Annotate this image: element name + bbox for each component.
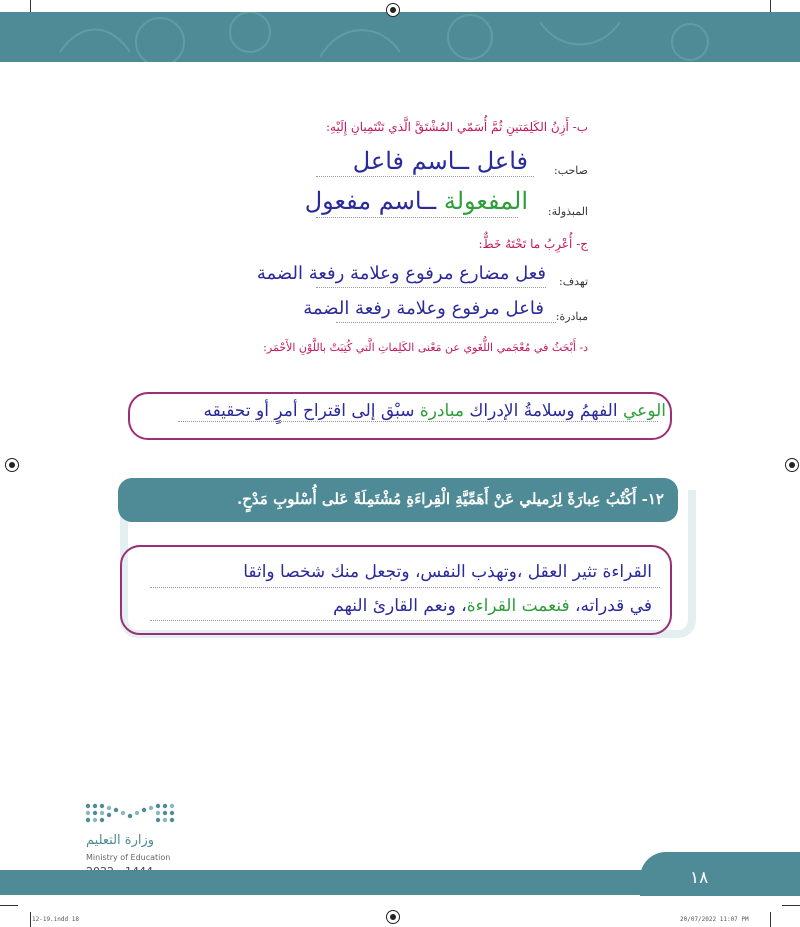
answer-line bbox=[150, 587, 660, 588]
exercise-12-title: ١٢- أَكْتُبُ عِبارَةً لِزَميلي عَنْ أَهَمِّيَّةِ الْقِراءَةِ مُشْتَمِلَةً عَلى أُسْلوبِ مَدْحٍ. bbox=[237, 490, 664, 508]
crop-mark bbox=[770, 912, 771, 927]
ministry-name-arabic: وزارة التعليم bbox=[86, 833, 155, 848]
answer-mubadara: فاعل مرفوع وعلامة رفعة الضمة bbox=[303, 298, 544, 319]
answer-line bbox=[336, 322, 556, 323]
label-mubadara: مبادرة: bbox=[555, 310, 588, 323]
ministry-name-english: Ministry of Education bbox=[86, 853, 171, 862]
answer-mabthoola-rest: ــاسم مفعول bbox=[304, 187, 444, 215]
exercise-12-line-2 bbox=[333, 596, 652, 616]
vocabulary-answer bbox=[203, 401, 666, 421]
exercise-12-answer-box bbox=[120, 545, 672, 635]
section-b-heading: ب- أَزِنُ الكَلِمَتينِ ثُمَّ أُسَمّي المُشْتَقَّ الَّذي تَنْتَمِيانِ إِلَيْهِ: bbox=[325, 120, 588, 134]
crop-mark bbox=[770, 0, 771, 12]
ministry-logo-icon bbox=[78, 798, 188, 828]
label-tahdef: تهدف: bbox=[558, 275, 588, 288]
registration-mark bbox=[386, 3, 400, 17]
exercise-12-madh-phrase: فنعمت القراءة bbox=[466, 596, 570, 616]
answer-line bbox=[150, 620, 660, 621]
slug-file-info: 12-19.indd 18 bbox=[32, 916, 79, 923]
slug-date-info: 20/07/2022 11:07 PM bbox=[680, 916, 749, 923]
exercise-12-line-2-end: ، ونعم القارئ النهم bbox=[333, 596, 467, 616]
exercise-12-line-1: القراءة تثير العقل ،وتهذب النفس، وتجعل منك شخصا واثقا bbox=[243, 562, 652, 582]
crop-mark bbox=[782, 905, 800, 906]
crop-mark bbox=[30, 0, 31, 12]
answer-line bbox=[178, 421, 658, 422]
label-saheb: صاحب: bbox=[554, 164, 588, 177]
answer-saheb: فاعل ــاسم فاعل bbox=[352, 147, 528, 175]
crop-mark bbox=[0, 905, 18, 906]
answer-mabthoola-green: المفعولة bbox=[443, 187, 528, 215]
registration-mark bbox=[386, 910, 400, 924]
answer-line bbox=[316, 287, 546, 288]
banner-calligraphy-pattern bbox=[0, 12, 800, 62]
answer-line bbox=[316, 176, 534, 177]
label-mabthoola: المبذولة: bbox=[547, 205, 588, 218]
exercise-12-line-2-start: في قدراته، bbox=[569, 596, 652, 616]
registration-mark bbox=[5, 458, 19, 472]
registration-mark bbox=[785, 458, 799, 472]
answer-line bbox=[316, 217, 518, 218]
page-number: ١٨ bbox=[690, 868, 709, 888]
answer-tahdef: فعل مضارع مرفوع وعلامة رفعة الضمة bbox=[256, 263, 546, 284]
section-c-heading: ج- أُعْرِبُ ما تَحْتَهُ خَطٌّ: bbox=[478, 237, 588, 251]
word-alwaai: الوعي bbox=[623, 401, 666, 421]
crop-mark bbox=[30, 912, 31, 927]
answer-mabthoola bbox=[305, 187, 528, 215]
page-number-tab bbox=[640, 852, 800, 896]
definition-mubadara: سبْق إلى اقتراح أمرٍ أو تحقيقه bbox=[203, 401, 415, 421]
section-d-heading: د- أَبْحَثُ في مُعْجَمي اللُّغَوي عن مَعْنى الكَلِماتِ الَّتي كُتِبَتْ باللَّوْنِ الأَحْمَر: bbox=[263, 341, 588, 354]
word-mubadara: مبادرة bbox=[419, 401, 464, 421]
definition-alwaai: الفهمُ وسلامةُ الإدراك bbox=[469, 401, 618, 421]
